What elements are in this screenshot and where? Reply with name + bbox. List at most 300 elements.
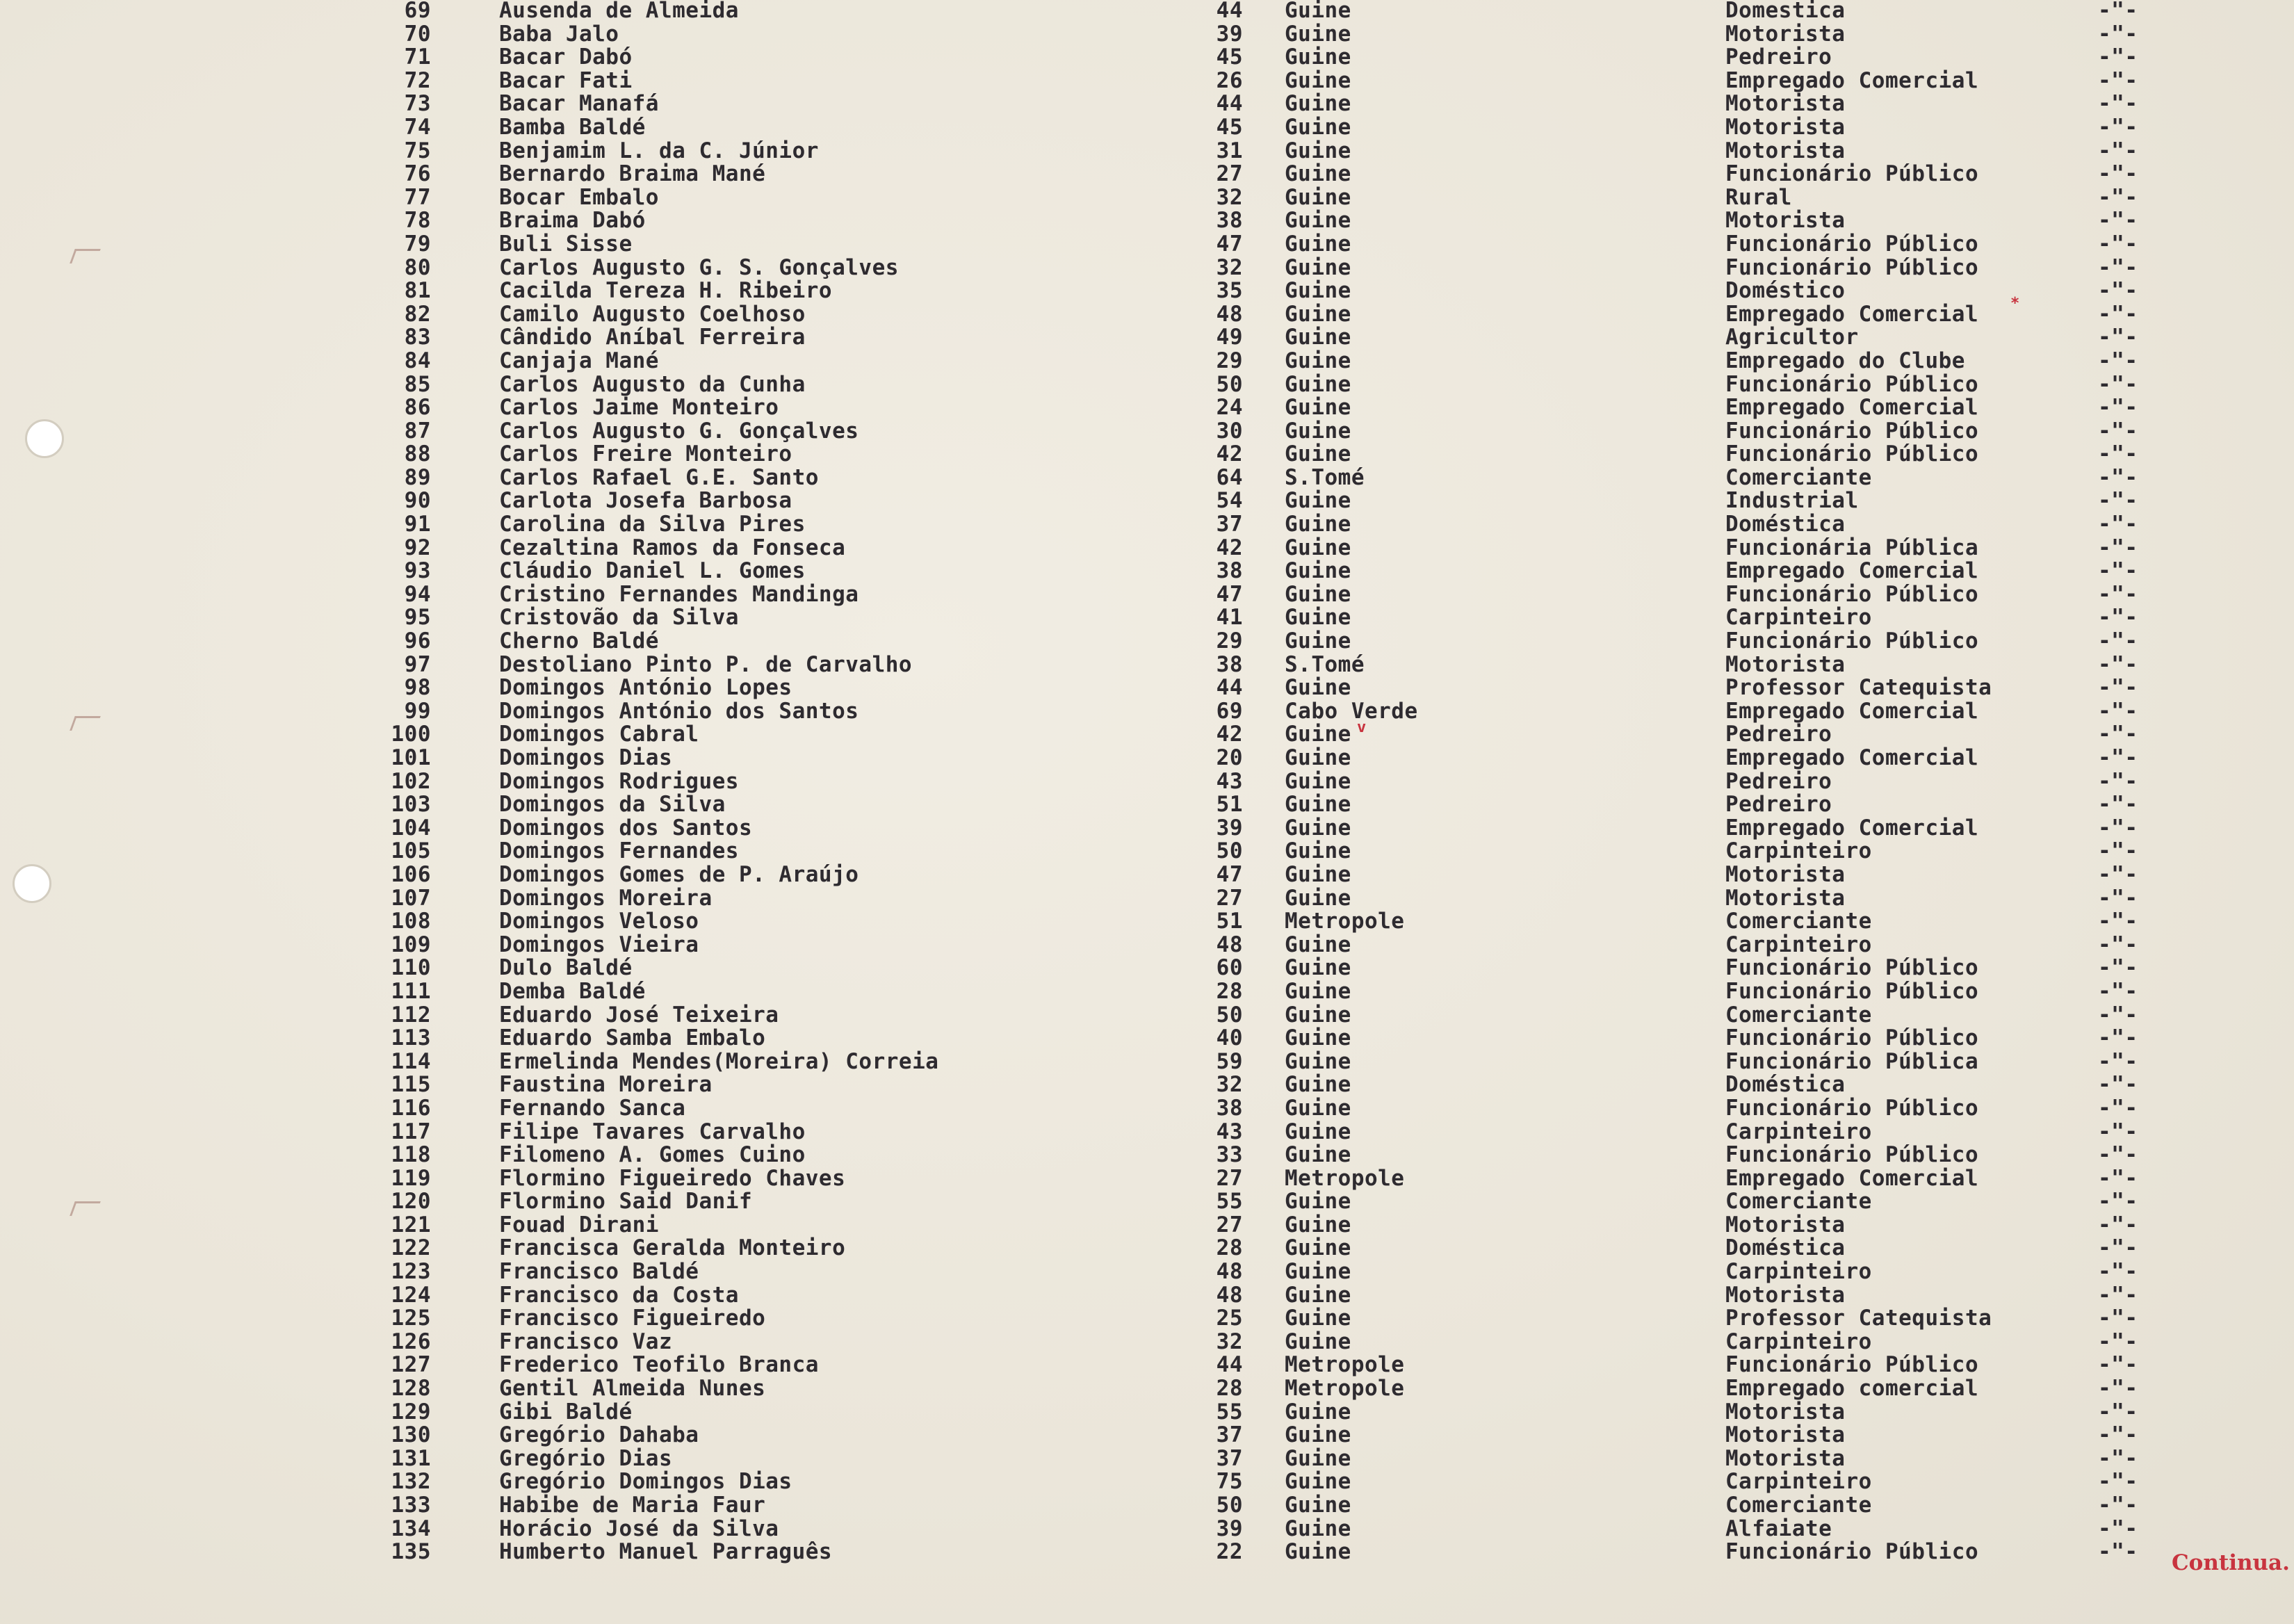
table-row: [0, 1377, 2294, 1400]
ditto-mark: -"-: [2098, 301, 2138, 327]
person-occupation: Funcionário Público: [1725, 628, 1979, 654]
person-origin: Cabo Verde: [1285, 698, 1418, 724]
table-row: [0, 349, 2294, 373]
person-origin: Guine: [1285, 441, 1351, 467]
person-origin: Guine: [1285, 44, 1351, 70]
person-occupation: Funcionário Público: [1725, 1539, 1979, 1565]
person-age: 32: [1216, 254, 1243, 280]
table-row: [0, 1517, 2294, 1541]
row-number: 104: [391, 815, 431, 841]
ditto-mark: -"-: [2098, 254, 2138, 280]
table-row: [0, 209, 2294, 232]
table-row: [0, 186, 2294, 209]
person-name: Humberto Manuel Parraguês: [499, 1539, 833, 1565]
person-name: Frederico Teofilo Branca: [499, 1352, 819, 1378]
person-age: 27: [1216, 161, 1243, 187]
person-age: 50: [1216, 1493, 1243, 1518]
ditto-mark: -"-: [2098, 698, 2138, 724]
person-origin: Guine: [1285, 1212, 1351, 1237]
row-number: 123: [391, 1259, 431, 1285]
table-row: [0, 699, 2294, 723]
person-age: 39: [1216, 815, 1243, 841]
person-occupation: Doméstica: [1725, 512, 1846, 537]
person-origin: Guine: [1285, 838, 1351, 864]
ditto-mark: -"-: [2098, 1119, 2138, 1144]
person-name: Domingos Gomes de P. Araújo: [499, 861, 859, 887]
person-origin: Guine: [1285, 1189, 1351, 1215]
person-name: Gregório Dahaba: [499, 1422, 699, 1448]
ditto-mark: -"-: [2098, 0, 2138, 23]
table-row: [0, 583, 2294, 606]
person-name: Camilo Augusto Coelhoso: [499, 301, 806, 327]
person-age: 37: [1216, 1445, 1243, 1471]
ditto-mark: -"-: [2098, 208, 2138, 234]
person-name: Domingos António Lopes: [499, 675, 792, 701]
ditto-mark: -"-: [2098, 838, 2138, 864]
person-name: Bamba Baldé: [499, 114, 646, 140]
person-age: 28: [1216, 1235, 1243, 1261]
person-age: 50: [1216, 1002, 1243, 1028]
table-row: [0, 1050, 2294, 1073]
person-origin: Guine: [1285, 978, 1351, 1004]
person-origin: Guine: [1285, 1306, 1351, 1331]
person-occupation: Carpinteiro: [1725, 1119, 1872, 1144]
row-number: 85: [404, 371, 431, 397]
person-origin: Guine: [1285, 301, 1351, 327]
ditto-mark: -"-: [2098, 1539, 2138, 1565]
person-origin: Guine: [1285, 605, 1351, 631]
person-occupation: Empregado Comercial: [1725, 558, 1979, 584]
person-age: 48: [1216, 301, 1243, 327]
person-age: 37: [1216, 512, 1243, 537]
person-age: 41: [1216, 605, 1243, 631]
ditto-mark: -"-: [2098, 628, 2138, 654]
person-name: Domingos António dos Santos: [499, 698, 859, 724]
person-origin: Guine: [1285, 371, 1351, 397]
person-age: 24: [1216, 395, 1243, 421]
table-row: [0, 419, 2294, 443]
row-number: 76: [404, 161, 431, 187]
person-origin: Guine: [1285, 1493, 1351, 1518]
person-age: 44: [1216, 1352, 1243, 1378]
table-row: [0, 559, 2294, 583]
person-origin: Guine: [1285, 628, 1351, 654]
table-row: [0, 373, 2294, 396]
person-age: 55: [1216, 1189, 1243, 1215]
person-origin: Guine: [1285, 1445, 1351, 1471]
person-name: Cherno Baldé: [499, 628, 659, 654]
row-number: 105: [391, 838, 431, 864]
table-row: [0, 1167, 2294, 1190]
person-origin: Guine: [1285, 581, 1351, 607]
person-origin: Guine: [1285, 1072, 1351, 1098]
red-ink-mark: *: [2010, 295, 2020, 312]
ditto-mark: -"-: [2098, 605, 2138, 631]
ditto-mark: -"-: [2098, 909, 2138, 934]
table-row: [0, 466, 2294, 489]
row-number: 84: [404, 348, 431, 373]
person-occupation: Funcionário Público: [1725, 1025, 1979, 1051]
row-number: 88: [404, 441, 431, 467]
ditto-mark: -"-: [2098, 932, 2138, 957]
table-row: [0, 0, 2294, 22]
row-number: 103: [391, 792, 431, 818]
ditto-mark: -"-: [2098, 278, 2138, 304]
table-row: [0, 1096, 2294, 1120]
person-name: Benjamim L. da C. Júnior: [499, 138, 819, 163]
person-age: 64: [1216, 464, 1243, 490]
person-name: Bacar Dabó: [499, 44, 633, 70]
table-row: [0, 1470, 2294, 1493]
person-occupation: Comerciante: [1725, 1493, 1872, 1518]
red-ink-mark: v: [1357, 719, 1367, 736]
table-row: [0, 45, 2294, 69]
person-name: Gentil Almeida Nunes: [499, 1376, 766, 1402]
person-name: Flormino Said Danif: [499, 1189, 753, 1215]
person-age: 47: [1216, 581, 1243, 607]
row-number: 131: [391, 1445, 431, 1471]
person-name: Ermelinda Mendes(Moreira) Correia: [499, 1048, 939, 1074]
row-number: 106: [391, 861, 431, 887]
person-occupation: Motorista: [1725, 1212, 1846, 1237]
row-number: 100: [391, 722, 431, 747]
table-row: [0, 69, 2294, 92]
person-occupation: Pedreiro: [1725, 44, 1832, 70]
row-number: 121: [391, 1212, 431, 1237]
person-occupation: Professor Catequista: [1725, 1306, 1992, 1331]
person-age: 75: [1216, 1469, 1243, 1495]
person-origin: Guine: [1285, 792, 1351, 818]
person-occupation: Pedreiro: [1725, 768, 1832, 794]
person-name: Baba Jalo: [499, 21, 619, 47]
person-age: 44: [1216, 675, 1243, 701]
table-row: [0, 1330, 2294, 1354]
row-number: 111: [391, 978, 431, 1004]
person-age: 32: [1216, 184, 1243, 210]
person-occupation: Motorista: [1725, 208, 1846, 234]
person-age: 47: [1216, 231, 1243, 257]
person-name: Domingos Fernandes: [499, 838, 739, 864]
person-age: 40: [1216, 1025, 1243, 1051]
person-age: 37: [1216, 1422, 1243, 1448]
person-name: Cláudio Daniel L. Gomes: [499, 558, 806, 584]
person-name: Domingos Vieira: [499, 932, 699, 957]
person-name: Flormino Figueiredo Chaves: [499, 1165, 846, 1191]
row-number: 98: [404, 675, 431, 701]
person-name: Cândido Aníbal Ferreira: [499, 325, 806, 350]
person-origin: Guine: [1285, 722, 1351, 747]
row-number: 112: [391, 1002, 431, 1028]
person-origin: Metropole: [1285, 1352, 1405, 1378]
table-row: [0, 746, 2294, 770]
ditto-mark: -"-: [2098, 1002, 2138, 1028]
table-row: [0, 629, 2294, 653]
table-row: [0, 162, 2294, 186]
person-name: Domingos Dias: [499, 745, 673, 770]
row-number: 96: [404, 628, 431, 654]
ditto-mark: -"-: [2098, 1469, 2138, 1495]
row-number: 97: [404, 651, 431, 677]
ditto-mark: -"-: [2098, 1025, 2138, 1051]
person-occupation: Funcionário Pública: [1725, 1048, 1979, 1074]
person-age: 42: [1216, 441, 1243, 467]
person-name: Ausenda de Almeida: [499, 0, 739, 23]
ditto-mark: -"-: [2098, 395, 2138, 421]
person-occupation: Alfaiate: [1725, 1516, 1832, 1541]
row-number: 86: [404, 395, 431, 421]
table-row: [0, 1143, 2294, 1167]
person-occupation: Motorista: [1725, 91, 1846, 117]
person-age: 28: [1216, 978, 1243, 1004]
ditto-mark: -"-: [2098, 1422, 2138, 1448]
row-number: 71: [404, 44, 431, 70]
table-row: [0, 1423, 2294, 1447]
row-number: 82: [404, 301, 431, 327]
person-age: 55: [1216, 1399, 1243, 1424]
ditto-mark: -"-: [2098, 1306, 2138, 1331]
row-number: 134: [391, 1516, 431, 1541]
ditto-mark: -"-: [2098, 675, 2138, 701]
person-origin: Guine: [1285, 21, 1351, 47]
person-name: Eduardo Samba Embalo: [499, 1025, 766, 1051]
ditto-mark: -"-: [2098, 1399, 2138, 1424]
table-row: [0, 886, 2294, 910]
person-age: 44: [1216, 91, 1243, 117]
person-occupation: Empregado Comercial: [1725, 301, 1979, 327]
person-name: Buli Sisse: [499, 231, 633, 257]
person-occupation: Motorista: [1725, 114, 1846, 140]
row-number: 120: [391, 1189, 431, 1215]
table-row: [0, 1213, 2294, 1237]
table-row: [0, 722, 2294, 746]
ditto-mark: -"-: [2098, 1142, 2138, 1168]
person-occupation: Empregado Comercial: [1725, 815, 1979, 841]
person-origin: Guine: [1285, 1259, 1351, 1285]
table-row: [0, 396, 2294, 419]
person-name: Domingos Veloso: [499, 909, 699, 934]
person-origin: Guine: [1285, 67, 1351, 93]
ditto-mark: -"-: [2098, 348, 2138, 373]
person-origin: Guine: [1285, 231, 1351, 257]
row-number: 72: [404, 67, 431, 93]
person-name: Cristino Fernandes Mandinga: [499, 581, 859, 607]
person-name: Faustina Moreira: [499, 1072, 713, 1098]
person-name: Bacar Manafá: [499, 91, 659, 117]
person-occupation: Industrial: [1725, 488, 1859, 514]
person-origin: Guine: [1285, 1422, 1351, 1448]
ditto-mark: -"-: [2098, 161, 2138, 187]
table-row: [0, 980, 2294, 1003]
row-number: 83: [404, 325, 431, 350]
person-occupation: Funcionário Público: [1725, 441, 1979, 467]
ditto-mark: -"-: [2098, 1189, 2138, 1215]
row-number: 93: [404, 558, 431, 584]
ditto-mark: -"-: [2098, 418, 2138, 444]
person-origin: Guine: [1285, 1025, 1351, 1051]
person-age: 30: [1216, 418, 1243, 444]
table-row: [0, 1306, 2294, 1330]
row-number: 77: [404, 184, 431, 210]
person-name: Fernando Sanca: [499, 1095, 686, 1121]
person-age: 54: [1216, 488, 1243, 514]
person-age: 47: [1216, 861, 1243, 887]
ditto-mark: -"-: [2098, 114, 2138, 140]
ditto-mark: -"-: [2098, 325, 2138, 350]
person-name: Carlos Augusto da Cunha: [499, 371, 806, 397]
person-name: Cristovão da Silva: [499, 605, 739, 631]
row-number: 122: [391, 1235, 431, 1261]
person-name: Filomeno A. Gomes Cuino: [499, 1142, 806, 1168]
person-occupation: Carpinteiro: [1725, 605, 1872, 631]
person-name: Francisco Figueiredo: [499, 1306, 766, 1331]
table-row: [0, 1189, 2294, 1213]
person-name: Demba Baldé: [499, 978, 646, 1004]
table-row: [0, 1540, 2294, 1564]
row-number: 126: [391, 1329, 431, 1354]
person-origin: Guine: [1285, 184, 1351, 210]
person-age: 29: [1216, 348, 1243, 373]
ditto-mark: -"-: [2098, 512, 2138, 537]
table-row: [0, 816, 2294, 840]
table-row: [0, 1283, 2294, 1307]
table-row: [0, 956, 2294, 980]
row-number: 125: [391, 1306, 431, 1331]
ditto-mark: -"-: [2098, 1329, 2138, 1354]
person-origin: Guine: [1285, 1516, 1351, 1541]
person-name: Bocar Embalo: [499, 184, 659, 210]
person-occupation: Empregado Comercial: [1725, 745, 1979, 770]
person-age: 25: [1216, 1306, 1243, 1331]
ditto-mark: -"-: [2098, 581, 2138, 607]
person-age: 59: [1216, 1048, 1243, 1074]
table-row: [0, 653, 2294, 676]
person-origin: Guine: [1285, 1048, 1351, 1074]
person-occupation: Funcionário Público: [1725, 371, 1979, 397]
person-age: 27: [1216, 1165, 1243, 1191]
person-origin: Guine: [1285, 675, 1351, 701]
person-origin: Guine: [1285, 208, 1351, 234]
person-name: Canjaja Mané: [499, 348, 659, 373]
row-number: 135: [391, 1539, 431, 1565]
person-age: 45: [1216, 44, 1243, 70]
person-origin: Guine: [1285, 1235, 1351, 1261]
person-occupation: Doméstico: [1725, 278, 1846, 304]
person-name: Carlos Augusto G. S. Gonçalves: [499, 254, 899, 280]
person-occupation: Rural: [1725, 184, 1792, 210]
person-name: Francisca Geralda Monteiro: [499, 1235, 846, 1261]
person-occupation: Empregado Comercial: [1725, 1165, 1979, 1191]
ditto-mark: -"-: [2098, 1282, 2138, 1308]
person-name: Gibi Baldé: [499, 1399, 633, 1424]
person-occupation: Motorista: [1725, 885, 1846, 911]
person-occupation: Motorista: [1725, 1282, 1846, 1308]
row-number: 109: [391, 932, 431, 957]
ditto-mark: -"-: [2098, 1259, 2138, 1285]
person-origin: Guine: [1285, 1539, 1351, 1565]
person-age: 39: [1216, 1516, 1243, 1541]
ditto-mark: -"-: [2098, 1048, 2138, 1074]
table-row: [0, 793, 2294, 816]
person-origin: Guine: [1285, 1282, 1351, 1308]
person-origin: Guine: [1285, 254, 1351, 280]
person-name: Filipe Tavares Carvalho: [499, 1119, 806, 1144]
ditto-mark: -"-: [2098, 651, 2138, 677]
ditto-mark: -"-: [2098, 1493, 2138, 1518]
person-name: Bernardo Braima Mané: [499, 161, 766, 187]
person-origin: Metropole: [1285, 909, 1405, 934]
person-occupation: Doméstica: [1725, 1072, 1846, 1098]
person-age: 43: [1216, 768, 1243, 794]
person-origin: Guine: [1285, 1142, 1351, 1168]
row-number: 94: [404, 581, 431, 607]
person-occupation: Comerciante: [1725, 1189, 1872, 1215]
row-number: 118: [391, 1142, 431, 1168]
person-origin: S.Tomé: [1285, 651, 1365, 677]
person-occupation: Motorista: [1725, 1399, 1846, 1424]
person-age: 39: [1216, 21, 1243, 47]
table-row: [0, 115, 2294, 139]
person-age: 49: [1216, 325, 1243, 350]
person-age: 26: [1216, 67, 1243, 93]
person-occupation: Funcionário Público: [1725, 231, 1979, 257]
ditto-mark: -"-: [2098, 978, 2138, 1004]
person-occupation: Domestica: [1725, 0, 1846, 23]
table-row: [0, 909, 2294, 933]
person-name: Domingos da Silva: [499, 792, 726, 818]
person-occupation: Comerciante: [1725, 1002, 1872, 1028]
person-age: 20: [1216, 745, 1243, 770]
ditto-mark: -"-: [2098, 815, 2138, 841]
person-name: Domingos Moreira: [499, 885, 713, 911]
person-origin: S.Tomé: [1285, 464, 1365, 490]
table-row: [0, 933, 2294, 957]
row-number: 101: [391, 745, 431, 770]
table-row: [0, 442, 2294, 466]
person-age: 48: [1216, 1282, 1243, 1308]
person-name: Bacar Fati: [499, 67, 633, 93]
person-occupation: Funcionário Público: [1725, 1352, 1979, 1378]
table-row: [0, 1236, 2294, 1260]
person-occupation: Empregado Comercial: [1725, 67, 1979, 93]
person-name: Carolina da Silva Pires: [499, 512, 806, 537]
person-age: 38: [1216, 208, 1243, 234]
ditto-mark: -"-: [2098, 1376, 2138, 1402]
ditto-mark: -"-: [2098, 464, 2138, 490]
person-occupation: Professor Catequista: [1725, 675, 1992, 701]
person-age: 50: [1216, 371, 1243, 397]
ditto-mark: -"-: [2098, 1352, 2138, 1378]
row-number: 69: [404, 0, 431, 23]
person-origin: Guine: [1285, 161, 1351, 187]
row-number: 108: [391, 909, 431, 934]
person-age: 48: [1216, 932, 1243, 957]
person-occupation: Funcionário Público: [1725, 581, 1979, 607]
ditto-mark: -"-: [2098, 1235, 2138, 1261]
person-name: Francisco da Costa: [499, 1282, 739, 1308]
person-age: 69: [1216, 698, 1243, 724]
person-origin: Guine: [1285, 512, 1351, 537]
row-number: 113: [391, 1025, 431, 1051]
table-row: [0, 676, 2294, 699]
row-number: 110: [391, 955, 431, 981]
person-name: Habibe de Maria Faur: [499, 1493, 766, 1518]
row-number: 130: [391, 1422, 431, 1448]
person-age: 28: [1216, 1376, 1243, 1402]
row-number: 128: [391, 1376, 431, 1402]
person-occupation: Motorista: [1725, 651, 1846, 677]
person-occupation: Funcionário Público: [1725, 1142, 1979, 1168]
ditto-mark: -"-: [2098, 44, 2138, 70]
